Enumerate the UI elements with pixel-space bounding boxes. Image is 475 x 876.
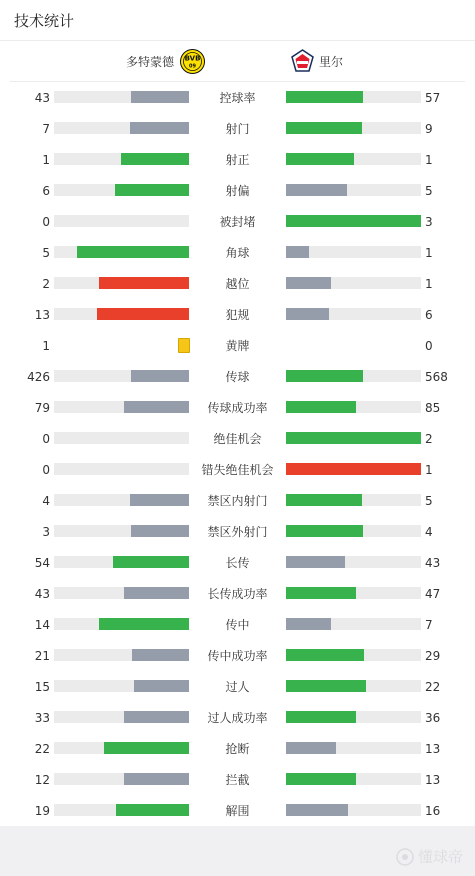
stat-label: 禁区内射门 xyxy=(207,494,268,508)
away-bar-track xyxy=(286,91,421,103)
home-bar-track xyxy=(54,308,189,320)
home-bar-track xyxy=(54,463,189,475)
stat-label: 传球成功率 xyxy=(207,401,268,415)
away-bar-fill xyxy=(286,277,331,289)
stat-label: 绝佳机会 xyxy=(213,432,262,446)
stat-row xyxy=(0,615,475,635)
away-value: 1 xyxy=(425,463,433,477)
stat-row xyxy=(0,801,475,821)
home-bar-fill xyxy=(131,91,189,103)
home-bar-track xyxy=(54,153,189,165)
away-team-name: 里尔 xyxy=(319,54,344,69)
stat-row xyxy=(0,739,475,759)
stat-row xyxy=(0,119,475,139)
away-bar-track xyxy=(286,277,421,289)
stat-label: 角球 xyxy=(225,246,250,260)
away-value: 13 xyxy=(425,742,441,756)
away-value: 22 xyxy=(425,680,441,694)
stat-row xyxy=(0,305,475,325)
away-bar-fill xyxy=(286,680,366,692)
home-bar-track xyxy=(54,91,189,103)
away-bar-fill xyxy=(286,370,363,382)
home-value: 12 xyxy=(34,773,50,787)
stat-label: 过人成功率 xyxy=(207,711,268,725)
stat-label: 射正 xyxy=(225,153,250,167)
away-bar-fill xyxy=(286,587,356,599)
stat-label: 传中 xyxy=(225,618,250,632)
away-bar-track xyxy=(286,556,421,568)
home-value: 43 xyxy=(34,587,50,601)
away-value: 85 xyxy=(425,401,441,415)
page-title: 技术统计 xyxy=(14,11,75,30)
teams-row xyxy=(10,41,465,82)
stat-label: 被封堵 xyxy=(219,215,256,229)
home-value: 43 xyxy=(34,91,50,105)
stat-row xyxy=(0,491,475,511)
home-bar-track xyxy=(54,742,189,754)
home-bar-track xyxy=(54,680,189,692)
stat-row xyxy=(0,677,475,697)
away-bar-track xyxy=(286,680,421,692)
stat-row xyxy=(0,584,475,604)
stat-row xyxy=(0,398,475,418)
home-value: 33 xyxy=(34,711,50,725)
page-header xyxy=(0,0,475,41)
away-bar-fill xyxy=(286,711,356,723)
stat-row xyxy=(0,429,475,449)
away-bar-track xyxy=(286,215,421,227)
away-team-logo-icon xyxy=(290,49,315,74)
stat-row xyxy=(0,243,475,263)
home-bar-fill xyxy=(124,401,189,413)
home-bar-track xyxy=(54,649,189,661)
watermark xyxy=(396,846,463,867)
stat-row xyxy=(0,460,475,480)
home-bar-fill xyxy=(77,246,189,258)
home-bar-track xyxy=(54,246,189,258)
away-bar-fill xyxy=(286,556,345,568)
away-value: 0 xyxy=(425,339,433,353)
away-value: 43 xyxy=(425,556,441,570)
home-bar-track xyxy=(54,215,189,227)
home-bar-fill xyxy=(130,122,189,134)
home-bar-track xyxy=(54,525,189,537)
away-value: 568 xyxy=(425,370,448,384)
away-bar-track xyxy=(286,649,421,661)
home-value: 0 xyxy=(42,432,50,446)
home-value: 21 xyxy=(34,649,50,663)
footer-area xyxy=(0,826,475,876)
stat-label: 控球率 xyxy=(219,91,256,105)
stat-label: 错失绝佳机会 xyxy=(201,463,274,477)
stat-label: 传中成功率 xyxy=(207,649,268,663)
away-bar-fill xyxy=(286,401,356,413)
home-value: 7 xyxy=(42,122,50,136)
home-bar-track xyxy=(54,711,189,723)
stat-label: 射偏 xyxy=(225,184,250,198)
home-team-name: 多特蒙德 xyxy=(125,54,174,69)
home-value: 15 xyxy=(34,680,50,694)
away-bar-track xyxy=(286,711,421,723)
home-team-logo-icon xyxy=(180,49,205,74)
home-bar-track xyxy=(54,773,189,785)
away-value: 2 xyxy=(425,432,433,446)
away-value: 6 xyxy=(425,308,433,322)
away-bar-fill xyxy=(286,122,362,134)
home-value: 14 xyxy=(34,618,50,632)
home-value: 5 xyxy=(42,246,50,260)
away-team[interactable] xyxy=(290,41,343,81)
home-value: 1 xyxy=(42,153,50,167)
home-value: 13 xyxy=(34,308,50,322)
home-bar-fill xyxy=(99,277,189,289)
away-bar-track xyxy=(286,184,421,196)
away-bar-fill xyxy=(286,184,347,196)
away-bar-fill xyxy=(286,649,364,661)
home-value: 2 xyxy=(42,277,50,291)
stat-row xyxy=(0,770,475,790)
home-bar-track xyxy=(54,432,189,444)
away-value: 9 xyxy=(425,122,433,136)
away-bar-track xyxy=(286,618,421,630)
home-bar-track xyxy=(54,401,189,413)
away-bar-fill xyxy=(286,153,354,165)
home-value: 22 xyxy=(34,742,50,756)
stat-row xyxy=(0,150,475,170)
home-bar-track xyxy=(54,370,189,382)
home-bar-fill xyxy=(130,494,189,506)
stat-row xyxy=(0,367,475,387)
away-bar-track xyxy=(286,153,421,165)
home-value: 426 xyxy=(27,370,50,384)
away-value: 1 xyxy=(425,153,433,167)
home-bar-track xyxy=(54,556,189,568)
home-bar-track xyxy=(54,494,189,506)
stat-label: 长传成功率 xyxy=(207,587,268,601)
away-value: 57 xyxy=(425,91,441,105)
stat-label: 长传 xyxy=(225,556,250,570)
svg-text:BVB: BVB xyxy=(184,54,201,62)
stat-row xyxy=(0,522,475,542)
away-value: 3 xyxy=(425,215,433,229)
home-bar-track xyxy=(54,184,189,196)
stat-row xyxy=(0,336,475,356)
home-bar-fill xyxy=(131,370,189,382)
away-value: 29 xyxy=(425,649,441,663)
away-bar-track xyxy=(286,432,421,444)
home-value: 54 xyxy=(34,556,50,570)
away-bar-fill xyxy=(286,215,421,227)
away-value: 1 xyxy=(425,277,433,291)
away-bar-fill xyxy=(286,742,336,754)
stat-row xyxy=(0,88,475,108)
home-bar-track xyxy=(54,277,189,289)
home-bar-fill xyxy=(113,556,189,568)
stat-row xyxy=(0,646,475,666)
home-value: 19 xyxy=(34,804,50,818)
svg-text:09: 09 xyxy=(189,63,196,69)
away-bar-fill xyxy=(286,91,363,103)
stat-row xyxy=(0,181,475,201)
away-value: 4 xyxy=(425,525,433,539)
stat-row xyxy=(0,274,475,294)
home-value: 3 xyxy=(42,525,50,539)
away-value: 13 xyxy=(425,773,441,787)
home-bar-fill xyxy=(124,773,189,785)
away-bar-track xyxy=(286,773,421,785)
stat-label: 过人 xyxy=(225,680,250,694)
home-bar-fill xyxy=(104,742,189,754)
stat-row xyxy=(0,553,475,573)
home-bar-track xyxy=(54,618,189,630)
watermark-text: 懂球帝 xyxy=(417,848,463,866)
away-bar-track xyxy=(286,308,421,320)
home-bar-fill xyxy=(116,804,189,816)
stat-label: 解围 xyxy=(225,804,250,818)
home-bar-fill xyxy=(99,618,189,630)
stat-label: 禁区外射门 xyxy=(207,525,268,539)
home-bar-fill xyxy=(134,680,189,692)
away-value: 16 xyxy=(425,804,441,818)
away-bar-track xyxy=(286,742,421,754)
home-value: 0 xyxy=(42,215,50,229)
away-bar-track xyxy=(286,804,421,816)
away-bar-track xyxy=(286,525,421,537)
home-bar-track xyxy=(54,122,189,134)
away-bar-fill xyxy=(286,804,348,816)
home-bar-fill xyxy=(121,153,189,165)
home-bar-fill xyxy=(132,649,189,661)
away-bar-track xyxy=(286,122,421,134)
home-value: 79 xyxy=(34,401,50,415)
away-value: 36 xyxy=(425,711,441,725)
stat-label: 犯规 xyxy=(225,308,250,322)
stat-label: 越位 xyxy=(225,277,250,291)
home-bar-track xyxy=(54,587,189,599)
away-bar-fill xyxy=(286,618,331,630)
stat-label: 传球 xyxy=(225,370,250,384)
away-value: 5 xyxy=(425,494,433,508)
away-bar-track xyxy=(286,587,421,599)
stat-label: 射门 xyxy=(225,122,250,136)
away-bar-fill xyxy=(286,246,309,258)
away-bar-fill xyxy=(286,494,362,506)
away-bar-fill xyxy=(286,308,329,320)
away-bar-track xyxy=(286,463,421,475)
away-bar-track xyxy=(286,401,421,413)
away-value: 7 xyxy=(425,618,433,632)
stat-row xyxy=(0,212,475,232)
home-bar-fill xyxy=(124,711,189,723)
stat-label: 黄牌 xyxy=(225,339,250,353)
home-value: 4 xyxy=(42,494,50,508)
stat-row xyxy=(0,708,475,728)
stat-label: 抢断 xyxy=(225,742,250,756)
away-bar-fill xyxy=(286,432,421,444)
away-bar-fill xyxy=(286,525,363,537)
away-value: 47 xyxy=(425,587,441,601)
home-value: 0 xyxy=(42,463,50,477)
away-bar-track xyxy=(286,494,421,506)
away-bar-fill xyxy=(286,463,421,475)
away-bar-fill xyxy=(286,773,356,785)
watermark-logo-icon xyxy=(396,848,414,866)
home-team[interactable] xyxy=(126,41,205,81)
away-bar-track xyxy=(286,246,421,258)
home-bar-fill xyxy=(97,308,189,320)
home-bar-fill xyxy=(115,184,189,196)
away-value: 5 xyxy=(425,184,433,198)
home-bar-track xyxy=(54,804,189,816)
home-bar-fill xyxy=(124,587,189,599)
home-bar-fill xyxy=(131,525,189,537)
away-value: 1 xyxy=(425,246,433,260)
stat-label: 拦截 xyxy=(225,773,250,787)
home-value: 1 xyxy=(42,339,50,353)
away-bar-track xyxy=(286,370,421,382)
home-value: 6 xyxy=(42,184,50,198)
